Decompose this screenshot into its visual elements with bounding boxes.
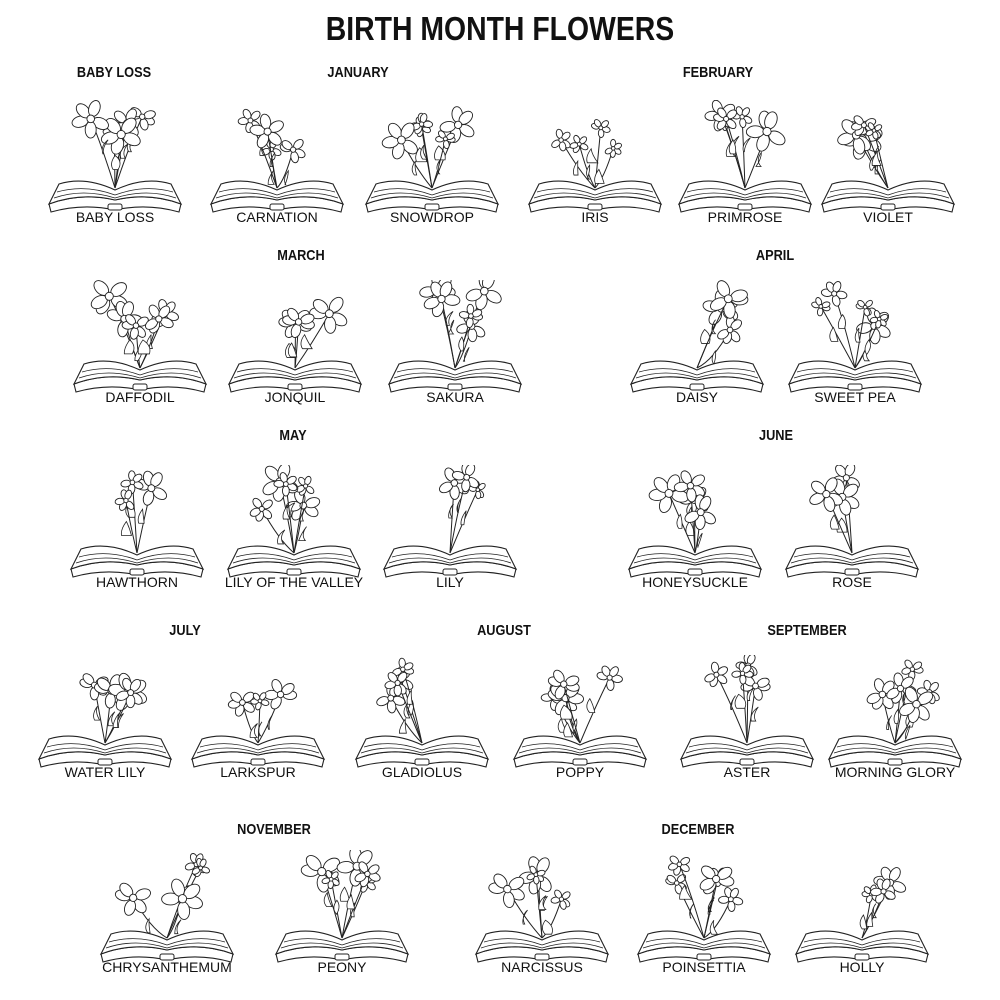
flower-item: [224, 465, 364, 590]
flower-label: DAISY: [675, 389, 719, 405]
flower-book-illustration: [97, 850, 237, 965]
month-heading: FEBRUARY: [682, 64, 754, 81]
flower-item: [825, 655, 965, 780]
flower-label: JONQUIL: [264, 389, 326, 405]
month-heading: SEPTEMBER: [767, 622, 847, 639]
flower-book-illustration: [818, 100, 958, 215]
flower-label: IRIS: [581, 209, 609, 225]
flower-label: ASTER: [723, 764, 771, 780]
flower-label: DAFFODIL: [105, 389, 175, 405]
flower-book-illustration: [510, 655, 650, 770]
flower-item: [380, 465, 520, 590]
flower-book-illustration: [225, 280, 365, 395]
month-heading: JULY: [169, 622, 201, 639]
flower-label: ROSE: [832, 574, 872, 590]
flower-item: [97, 850, 237, 975]
flower-label: CARNATION: [236, 209, 318, 225]
month-heading: NOVEMBER: [237, 821, 311, 838]
flower-item: [188, 655, 328, 780]
flower-item: [510, 655, 650, 780]
flower-item: [627, 280, 767, 405]
flower-item: [792, 850, 932, 975]
month-heading: AUGUST: [477, 622, 531, 639]
flower-label: HONEYSUCKLE: [642, 574, 748, 590]
page-title: BIRTH MONTH FLOWERS: [325, 10, 675, 47]
flower-label: HOLLY: [839, 959, 885, 975]
flower-book-illustration: [525, 100, 665, 215]
flower-item: [35, 655, 175, 780]
flower-label: LARKSPUR: [220, 764, 296, 780]
flower-item: [782, 465, 922, 590]
flower-item: [207, 100, 347, 225]
flower-label: CHRYSANTHEMUM: [102, 959, 232, 975]
flower-label: SWEET PEA: [814, 389, 896, 405]
flower-book-illustration: [70, 280, 210, 395]
flower-label: POPPY: [555, 764, 605, 780]
flower-item: [818, 100, 958, 225]
flower-item: [785, 280, 925, 405]
flower-label: NARCISSUS: [501, 959, 583, 975]
flower-book-illustration: [675, 100, 815, 215]
flower-book-illustration: [224, 465, 364, 580]
flower-item: [472, 850, 612, 975]
flower-item: [634, 850, 774, 975]
month-heading: JUNE: [758, 427, 794, 444]
flower-label: MORNING GLORY: [834, 764, 956, 780]
flower-book-illustration: [825, 655, 965, 770]
flower-book-illustration: [188, 655, 328, 770]
flower-book-illustration: [35, 655, 175, 770]
flower-book-illustration: [627, 280, 767, 395]
flower-label: LILY OF THE VALLEY: [224, 574, 364, 590]
flower-label: PEONY: [317, 959, 367, 975]
flower-book-illustration: [352, 655, 492, 770]
month-heading: DECEMBER: [661, 821, 735, 838]
flower-item: [272, 850, 412, 975]
flower-label: GLADIOLUS: [381, 764, 463, 780]
flower-book-illustration: [677, 655, 817, 770]
flower-book-illustration: [207, 100, 347, 215]
month-heading: MAY: [279, 427, 307, 444]
month-heading: APRIL: [755, 247, 795, 264]
flower-item: [385, 280, 525, 405]
month-heading: MARCH: [277, 247, 325, 264]
flower-item: [70, 280, 210, 405]
flower-label: LILY: [436, 574, 464, 590]
flower-label: SNOWDROP: [390, 209, 474, 225]
flower-book-illustration: [625, 465, 765, 580]
flower-book-illustration: [634, 850, 774, 965]
flower-item: [67, 465, 207, 590]
flower-item: [45, 100, 185, 225]
flower-book-illustration: [792, 850, 932, 965]
flower-book-illustration: [782, 465, 922, 580]
flower-item: [352, 655, 492, 780]
flower-item: [675, 100, 815, 225]
flower-label: HAWTHORN: [96, 574, 178, 590]
flower-book-illustration: [272, 850, 412, 965]
flower-item: [677, 655, 817, 780]
flower-book-illustration: [45, 100, 185, 215]
flower-item: [362, 100, 502, 225]
flower-label: PRIMROSE: [707, 209, 783, 225]
flower-label: WATER LILY: [64, 764, 146, 780]
flower-label: POINSETTIA: [662, 959, 746, 975]
flower-book-illustration: [67, 465, 207, 580]
flower-book-illustration: [362, 100, 502, 215]
month-heading: JANUARY: [327, 64, 389, 81]
flower-book-illustration: [785, 280, 925, 395]
month-heading: BABY LOSS: [76, 64, 152, 81]
flower-book-illustration: [472, 850, 612, 965]
flower-label: VIOLET: [863, 209, 913, 225]
flower-book-illustration: [380, 465, 520, 580]
flower-item: [225, 280, 365, 405]
flower-label: SAKURA: [426, 389, 484, 405]
flower-item: [625, 465, 765, 590]
flower-item: [525, 100, 665, 225]
flower-label: BABY LOSS: [75, 209, 155, 225]
flower-book-illustration: [385, 280, 525, 395]
